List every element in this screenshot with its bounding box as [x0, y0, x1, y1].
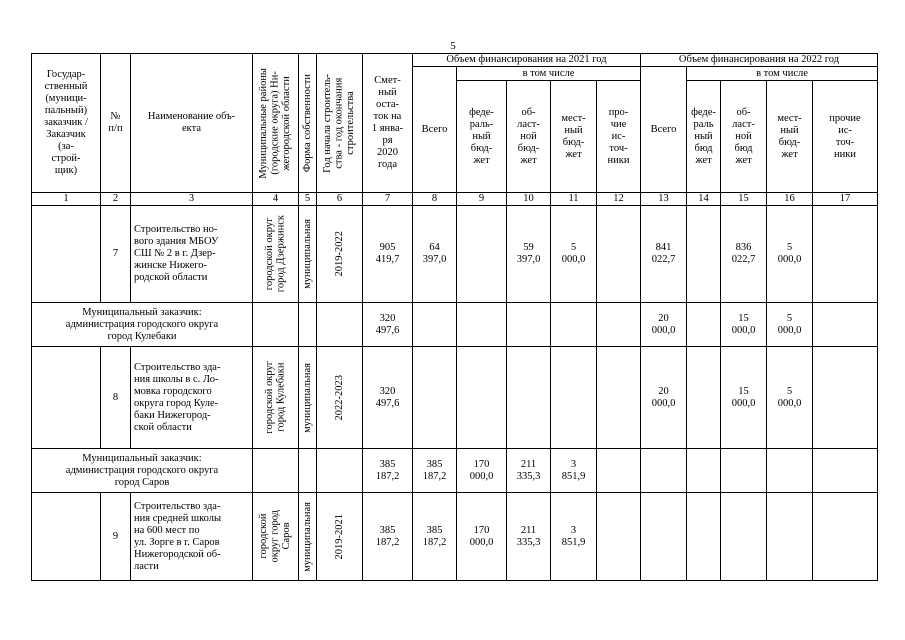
col-number: 12	[597, 193, 641, 206]
local-2021: 5 000,0	[551, 206, 597, 303]
customer-row	[32, 303, 878, 347]
regional-2022: 836 022,7	[721, 206, 767, 303]
local-2022: 5 000,0	[767, 206, 813, 303]
header-years: Год начала строитель- ства - год окончания строительства	[317, 54, 363, 193]
col-number: 13	[641, 193, 687, 206]
col-number: 3	[131, 193, 253, 206]
local-2022: 5 000,0	[767, 303, 813, 347]
local-2022: 5 000,0	[767, 347, 813, 449]
ownership: муниципальная	[299, 347, 317, 449]
table-row	[32, 493, 878, 581]
object-name: Строительство но- вого здания МБОУ СШ № 2 в г. Дзер- жинске Нижего- родской области	[131, 206, 253, 303]
header-district: Муниципальные районы (городские округа) Ни- жегородской области	[253, 54, 299, 193]
header-ownership: Форма собственности	[299, 54, 317, 193]
col-number: 7	[363, 193, 413, 206]
financing-table	[31, 53, 878, 581]
col-number: 6	[317, 193, 363, 206]
local-2021: 3 851,9	[551, 449, 597, 493]
total-2022: 841 022,7	[641, 206, 687, 303]
estimate-value: 320 497,6	[363, 303, 413, 347]
col-number: 10	[507, 193, 551, 206]
total-2022: 20 000,0	[641, 303, 687, 347]
local-2021: 3 851,9	[551, 493, 597, 581]
object-name: Строительство зда- ния школы в с. Ло- мовка городского округа город Куле- баки Нижегород- ской области	[131, 347, 253, 449]
col-number: 2	[101, 193, 131, 206]
total-2021: 385 187,2	[413, 449, 457, 493]
header-regional-2021: об- ласт- ной бюд- жет	[507, 81, 551, 193]
ownership: муниципальная	[299, 206, 317, 303]
years: 2019-2021	[317, 493, 363, 581]
district: городской округ город Дзержинск	[253, 206, 299, 303]
years: 2022-2023	[317, 347, 363, 449]
total-2021: 385 187,2	[413, 493, 457, 581]
header-other-2021: про- чие ис- точ- ники	[597, 81, 641, 193]
total-2021: 64 397,0	[413, 206, 457, 303]
customer-label: Муниципальный заказчик: администрация городского округа город Саров	[32, 449, 253, 493]
col-number: 15	[721, 193, 767, 206]
estimate-value: 905 419,7	[363, 206, 413, 303]
header-total-2021: Всего	[413, 67, 457, 193]
total-2022: 20 000,0	[641, 347, 687, 449]
customer-label: Муниципальный заказчик: администрация городского округа город Кулебаки	[32, 303, 253, 347]
header-local-2021: мест- ный бюд- жет	[551, 81, 597, 193]
regional-2022: 15 000,0	[721, 347, 767, 449]
page-number: 5	[450, 40, 456, 52]
header-estimate: Смет- ный оста- ток на 1 янва- ря 2020 года	[363, 54, 413, 193]
header-fin-2022: Объем финансирования на 2022 год	[641, 54, 878, 67]
col-number: 11	[551, 193, 597, 206]
estimate-value: 320 497,6	[363, 347, 413, 449]
table-row	[32, 347, 878, 449]
header-object-name: Наименование объ- екта	[131, 54, 253, 193]
row-number: 7	[101, 206, 131, 303]
header-other-2022: прочие ис- точ- ники	[813, 81, 878, 193]
district: городской округ город Кулебаки	[253, 347, 299, 449]
col-number: 4	[253, 193, 299, 206]
column-number-row	[32, 193, 878, 206]
row-number: 8	[101, 347, 131, 449]
col-number: 8	[413, 193, 457, 206]
federal-2021: 170 000,0	[457, 493, 507, 581]
col-number: 16	[767, 193, 813, 206]
district: городской округ город Саров	[253, 493, 299, 581]
col-number: 17	[813, 193, 878, 206]
object-name: Строительство зда- ния средней школы на 600 мест по ул. Зорге в г. Саров Нижегородской об- ласти	[131, 493, 253, 581]
header-incl-2021: в том числе	[457, 67, 641, 81]
header-fin-2021: Объем финансирования на 2021 год	[413, 54, 641, 67]
regional-2021: 211 335,3	[507, 449, 551, 493]
col-number: 9	[457, 193, 507, 206]
header-total-2022: Всего	[641, 67, 687, 193]
table-row	[32, 206, 878, 303]
estimate-value: 385 187,2	[363, 449, 413, 493]
customer-row	[32, 449, 878, 493]
regional-2021: 211 335,3	[507, 493, 551, 581]
header-regional-2022: об- ласт- ной бюд жет	[721, 81, 767, 193]
header-incl-2022: в том числе	[687, 67, 878, 81]
regional-2021: 59 397,0	[507, 206, 551, 303]
col-number: 1	[32, 193, 101, 206]
row-number: 9	[101, 493, 131, 581]
ownership: муниципальная	[299, 493, 317, 581]
header-customer: Государ- ственный (муници- пальный) заказчик / Заказчик (за- строй- щик)	[32, 54, 101, 193]
header-local-2022: мест- ный бюд- жет	[767, 81, 813, 193]
header-num: № п/п	[101, 54, 131, 193]
col-number: 5	[299, 193, 317, 206]
header-federal-2021: феде- раль- ный бюд- жет	[457, 81, 507, 193]
federal-2021: 170 000,0	[457, 449, 507, 493]
header-federal-2022: феде- раль ный бюд жет	[687, 81, 721, 193]
col-number: 14	[687, 193, 721, 206]
years: 2019-2022	[317, 206, 363, 303]
regional-2022: 15 000,0	[721, 303, 767, 347]
estimate-value: 385 187,2	[363, 493, 413, 581]
